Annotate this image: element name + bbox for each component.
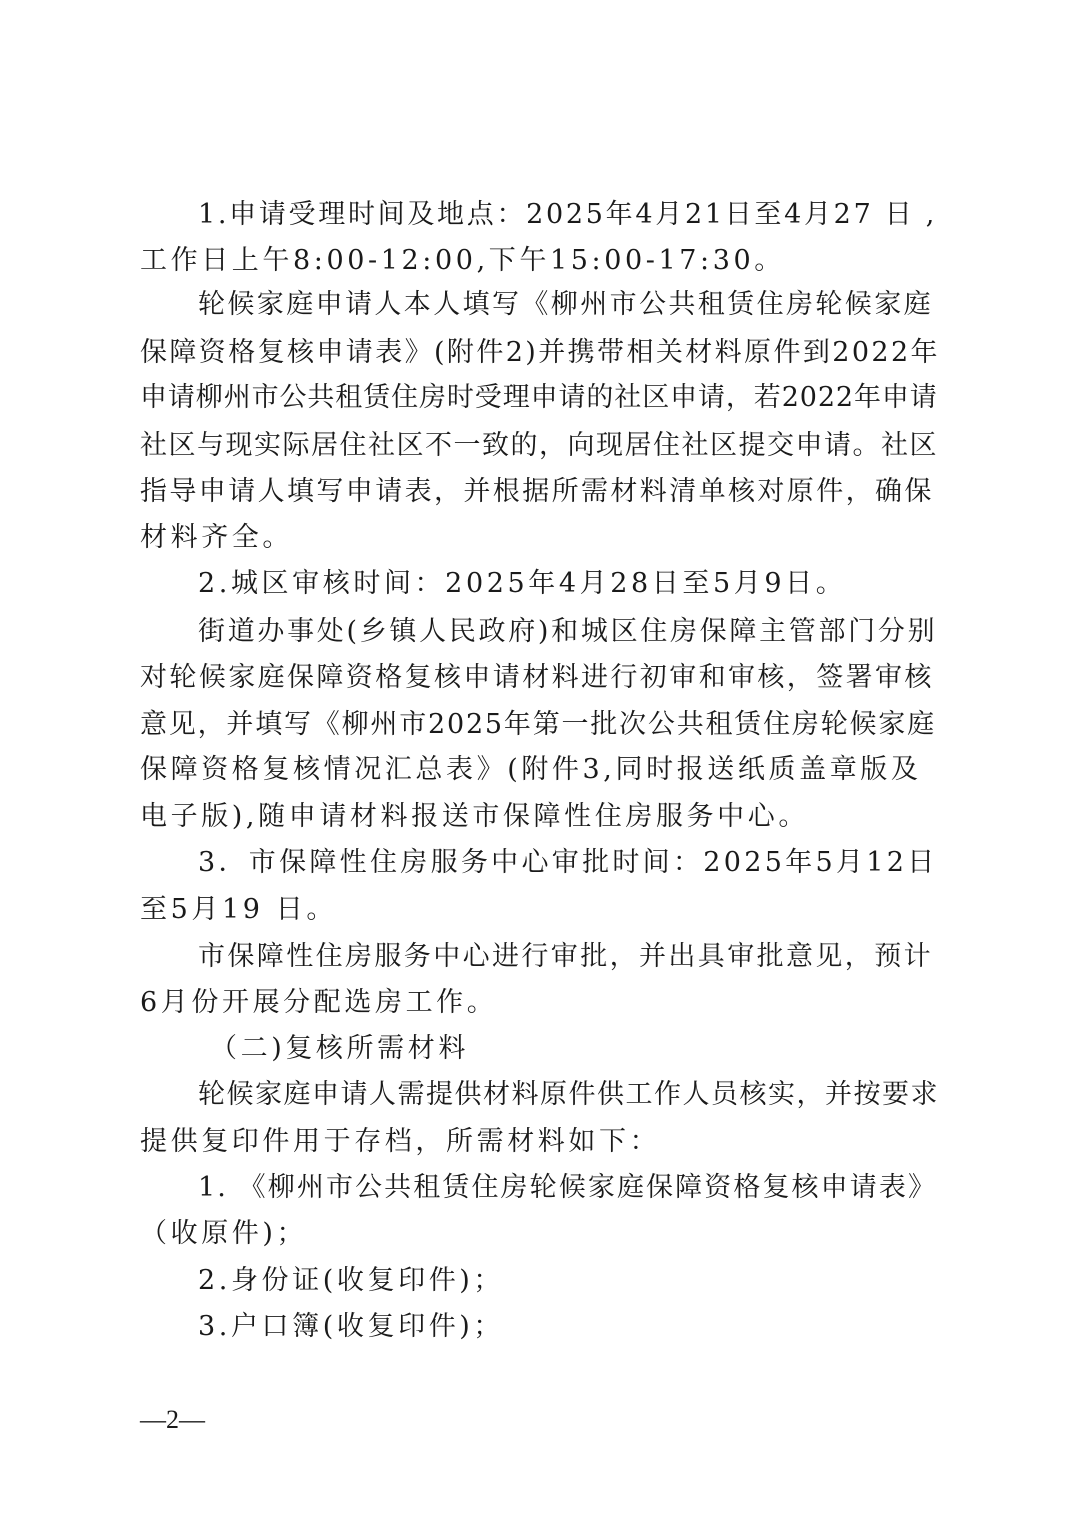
paragraph-line: 保障资格复核情况汇总表》(附件3,同时报送纸质盖章版及 — [140, 754, 922, 785]
paragraph-line: 电子版),随申请材料报送市保障性住房服务中心。 — [140, 801, 809, 832]
list-item: 1. 《柳州市公共租赁住房轮候家庭保障资格复核申请表》 — [198, 1172, 938, 1203]
paragraph-line: 轮候家庭申请人本人填写《柳州市公共租赁住房轮候家庭 — [198, 289, 933, 320]
paragraph-line: 工作日上午8:00-12:00,下午15:00-17:30。 — [140, 245, 785, 276]
paragraph-line: 1.申请受理时间及地点：2025年4月21日至4月27 日 , — [198, 199, 937, 230]
paragraph-line: 市保障性住房服务中心进行审批，并出具审批意见，预计 — [198, 941, 933, 972]
paragraph-line: 轮候家庭申请人需提供材料原件供工作人员核实，并按要求 — [198, 1079, 939, 1110]
paragraph-line: 社区与现实际居住社区不一致的，向现居住社区提交申请。社区 — [140, 430, 938, 461]
section-heading: （二)复核所需材料 — [210, 1033, 469, 1064]
list-item: 2.身份证(收复印件)； — [198, 1265, 505, 1296]
page-number: —2— — [140, 1405, 205, 1434]
paragraph-line: 意见，并填写《柳州市2025年第一批次公共租赁住房轮候家庭 — [140, 709, 936, 740]
paragraph-line: 提供复印件用于存档，所需材料如下： — [140, 1126, 661, 1157]
paragraph-line: 保障资格复核申请表》(附件2)并携带相关材料原件到2022年 — [140, 337, 940, 368]
paragraph-line: 6月份开展分配选房工作。 — [140, 987, 498, 1018]
paragraph-line: 2.城区审核时间：2025年4月28日至5月9日。 — [198, 568, 847, 599]
paragraph-line: 材料齐全。 — [140, 522, 293, 553]
paragraph-line: 指导申请人填写申请表，并根据所需材料清单核对原件，确保 — [140, 476, 934, 507]
list-item: 3.户口簿(收复印件)； — [198, 1311, 505, 1342]
list-item: （收原件)； — [140, 1218, 308, 1249]
paragraph-line: 至5月19 日。 — [140, 894, 337, 925]
paragraph-line: 对轮候家庭保障资格复核申请材料进行初审和审核，签署审核 — [140, 662, 934, 693]
paragraph-line: 申请柳州市公共租赁住房时受理申请的社区申请，若2022年申请 — [140, 382, 938, 413]
paragraph-line: 3．市保障性住房服务中心审批时间：2025年5月12日 — [198, 847, 938, 878]
paragraph-line: 街道办事处(乡镇人民政府)和城区住房保障主管部门分别 — [198, 616, 938, 647]
